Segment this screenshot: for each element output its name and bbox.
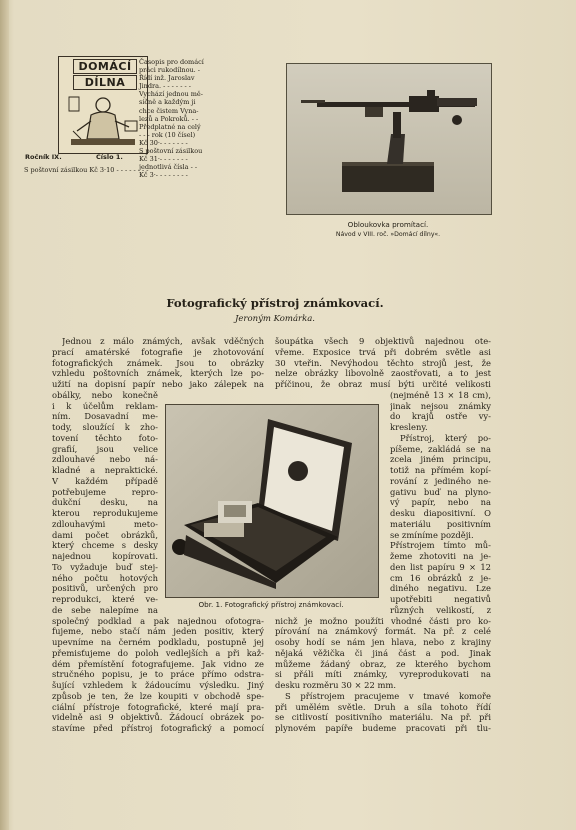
right-column-line: šoupátka všech 9 objektivů najednou ote- bbox=[275, 336, 491, 346]
left-column-line: videlně asi 9 objektivů. Žádoucí obrázek po- bbox=[52, 712, 264, 723]
right-column-line: Přístroj, který po- bbox=[400, 432, 491, 443]
right-column-line: příčinou, že obraz musí býti určité velikosti bbox=[275, 379, 491, 389]
right-column-line: rování z jediného ne- bbox=[390, 475, 491, 486]
right-column-line: 30 vteřin. Nevýhodou těchto strojů jest, že bbox=[275, 357, 491, 368]
right-column-line: vřeme. Exposice trvá při dobrém světle asi bbox=[275, 346, 491, 357]
top-photo-source: Návod v VIII. roč. »Domácí dílny«. bbox=[335, 231, 441, 238]
right-column-line: desku diapositivní. O bbox=[390, 508, 491, 518]
right-column-line: desku rozměru 30 × 22 mm. bbox=[275, 680, 397, 690]
left-column-line: potřebujeme repro- bbox=[52, 486, 158, 497]
left-column-line: stavíme před přístroj fotografický a pomocí bbox=[52, 723, 264, 733]
left-column-line: způsob je ten, že lze koupiti v obchodě spe- bbox=[52, 690, 264, 701]
left-column-line: grafií, jsou velice bbox=[52, 443, 158, 454]
right-column-line: nějaká věžička či jiná část a pod. Jinak bbox=[275, 647, 491, 658]
stamp-camera-photo bbox=[165, 404, 379, 598]
top-photo-title: Obloukovka promítací. bbox=[347, 220, 429, 229]
right-column-line: Přístrojem tímto mů- bbox=[390, 540, 491, 551]
left-column-line: i k účelům reklam- bbox=[52, 400, 158, 411]
right-column-line: gativu buď na plyno- bbox=[390, 486, 491, 497]
subscription-info: Časopis pro domácí práci rukodílnou. - Řídí inž. Jaroslav Jindra. - - - - - - - Vychází jednou mě- síčně a každým ji chce čistem Vyna- lezů a Pokroků. - - Předplatné na celý - - - rok (10 čísel) Kč 30·- - - - - - - S poštovní zásilkou Kč 31·- - - - - - - jednotlivá čísla - - Kč 3·- - - - - - - - bbox=[139, 58, 204, 180]
left-column-line: fujeme, nebo stačí nám jeden positiv, který bbox=[52, 626, 264, 637]
right-column-line: se citlivostí positivního materiálu. Na př. při bbox=[275, 712, 491, 723]
left-column-line: zdlouhavé nebo ná- bbox=[52, 454, 158, 465]
left-column-line: ciální přístroje fotografické, které mají pra- bbox=[52, 701, 264, 712]
volume-number: Ročník IX. bbox=[25, 153, 62, 161]
left-column-line: positivů, určených pro bbox=[52, 583, 158, 594]
right-column-line: S přístrojem pracujeme v tmavé komoře bbox=[285, 690, 491, 701]
left-column-line: šující vzhledem k žádoucímu výsledku. Jiný bbox=[52, 680, 264, 690]
right-column-line: den list papíru 9 × 12 bbox=[390, 561, 491, 572]
right-column-line: nelze obrázky libovolně zaostřovati, a to jest bbox=[275, 368, 491, 379]
right-column-line: vý papír, nebo na bbox=[390, 497, 491, 508]
left-column-line: přemisťujeme do poloh vedlejších a při kaž- bbox=[52, 647, 264, 658]
top-photo-caption bbox=[286, 220, 490, 240]
left-column-line: tovení těchto foto- bbox=[52, 432, 158, 443]
right-column-line: se zmíníme později. bbox=[390, 529, 474, 540]
left-column-line: de sebe nalepíme na bbox=[52, 604, 158, 615]
right-column-line: (nejméně 13 × 18 cm), bbox=[390, 389, 491, 400]
left-column-line: zdlouhavými meto- bbox=[52, 518, 158, 529]
right-column-line: materiálu positivním bbox=[390, 518, 491, 529]
postal-price: S poštovní zásilkou Kč 3·10 - - - - - - - - bbox=[24, 166, 149, 174]
left-column-line: To vyžaduje buď stej- bbox=[52, 561, 158, 572]
right-column-line: si přáli míti známky, vyreprodukovati na bbox=[275, 669, 491, 680]
right-column-line: kresleny. bbox=[390, 422, 428, 432]
article-author: Jeroným Komárka. bbox=[234, 314, 315, 324]
left-column-line: dami počet obrázků, bbox=[52, 529, 158, 540]
right-column-line: různých velikostí, z bbox=[390, 604, 491, 615]
left-column-line: užití na dopisní papír nebo jako zálepek na bbox=[52, 379, 264, 389]
right-column-line: plynovém papíře budeme pracovati při tlu- bbox=[275, 723, 491, 733]
left-column-line: najednou kopírovati. bbox=[52, 551, 158, 561]
left-column-line: společný podklad a pak najednou ofotogra- bbox=[52, 615, 264, 626]
left-column-line: Jednou z málo známých, avšak vděčných bbox=[62, 336, 264, 346]
left-column-line: reprodukci, které ve- bbox=[52, 594, 158, 604]
left-column-line: dukční desku, na bbox=[52, 497, 158, 508]
left-column-line: tody, sloužící k zho- bbox=[52, 422, 158, 432]
right-column-line: jinak nejsou známky bbox=[390, 400, 491, 411]
issue-number: Číslo 1. bbox=[96, 153, 123, 161]
left-column-line: ného počtu hotových bbox=[52, 572, 158, 583]
left-column-line: fotografických známek. Jsou to obrázky bbox=[52, 357, 264, 368]
left-column-line: V každém případě bbox=[52, 475, 158, 486]
left-column-line: prací amatérské fotografie je zhotovování bbox=[52, 346, 264, 357]
magazine-logo bbox=[58, 56, 148, 154]
left-column-line: který chceme s desky bbox=[52, 540, 158, 551]
left-column-line: upevníme na černém podkladu, postupně jej bbox=[52, 637, 264, 647]
right-column-line: nichž je možno použíti vhodné části pro ko- bbox=[275, 615, 491, 626]
right-column-line: cm 16 obrázků z je- bbox=[390, 572, 491, 583]
left-column-line: dém přemístění fotografujeme. Jak vidno ze bbox=[52, 658, 264, 669]
left-column-line: obálky, nebo konečně bbox=[52, 389, 158, 400]
binding-edge bbox=[0, 0, 9, 830]
left-column-line: ním. Dosavadní me- bbox=[52, 411, 158, 422]
right-column-line: totiž na přímém kopí- bbox=[390, 465, 491, 475]
left-column-line: kladné a nepraktické. bbox=[52, 465, 158, 475]
left-column-line: kterou reprodukujeme bbox=[52, 508, 158, 518]
left-column-line: vzhledu poštovních známek, kterých lze po- bbox=[52, 368, 264, 379]
right-column-line: pírování na známkový formát. Na př. z celé bbox=[275, 626, 491, 637]
right-column-line: do krajů ostře vy- bbox=[390, 411, 491, 422]
right-column-line: píšeme, zakládá se na bbox=[390, 443, 491, 454]
right-column-line: při umělém světle. Druh a síla tohoto řídí bbox=[275, 701, 491, 712]
logo-title-line-2: DÍLNA bbox=[73, 75, 137, 90]
right-column-line: můžeme žádaný obraz, ze kterého bychom bbox=[275, 658, 491, 669]
figure-1-caption: Obr. 1. Fotografický přístroj známkovací. bbox=[198, 600, 344, 609]
right-column-line: upotřebiti negativů bbox=[390, 594, 491, 604]
arc-projector-photo bbox=[286, 63, 492, 215]
article-title: Fotografický přístroj známkovací. bbox=[166, 296, 384, 310]
right-column-line: žeme zhotoviti na je- bbox=[390, 551, 491, 561]
left-column-line: stručného popisu, je to práce přímo odstra- bbox=[52, 669, 264, 680]
masthead bbox=[20, 52, 270, 182]
right-column-line: osoby hodí se nám jen hlava, nebo z krajiny bbox=[275, 637, 491, 647]
logo-title-line-1: DOMÁCÍ bbox=[73, 59, 137, 74]
right-column-line: diného negativu. Lze bbox=[390, 583, 491, 594]
right-column-line: zcela jiném principu, bbox=[390, 454, 491, 465]
craftsman-illustration bbox=[65, 91, 141, 149]
